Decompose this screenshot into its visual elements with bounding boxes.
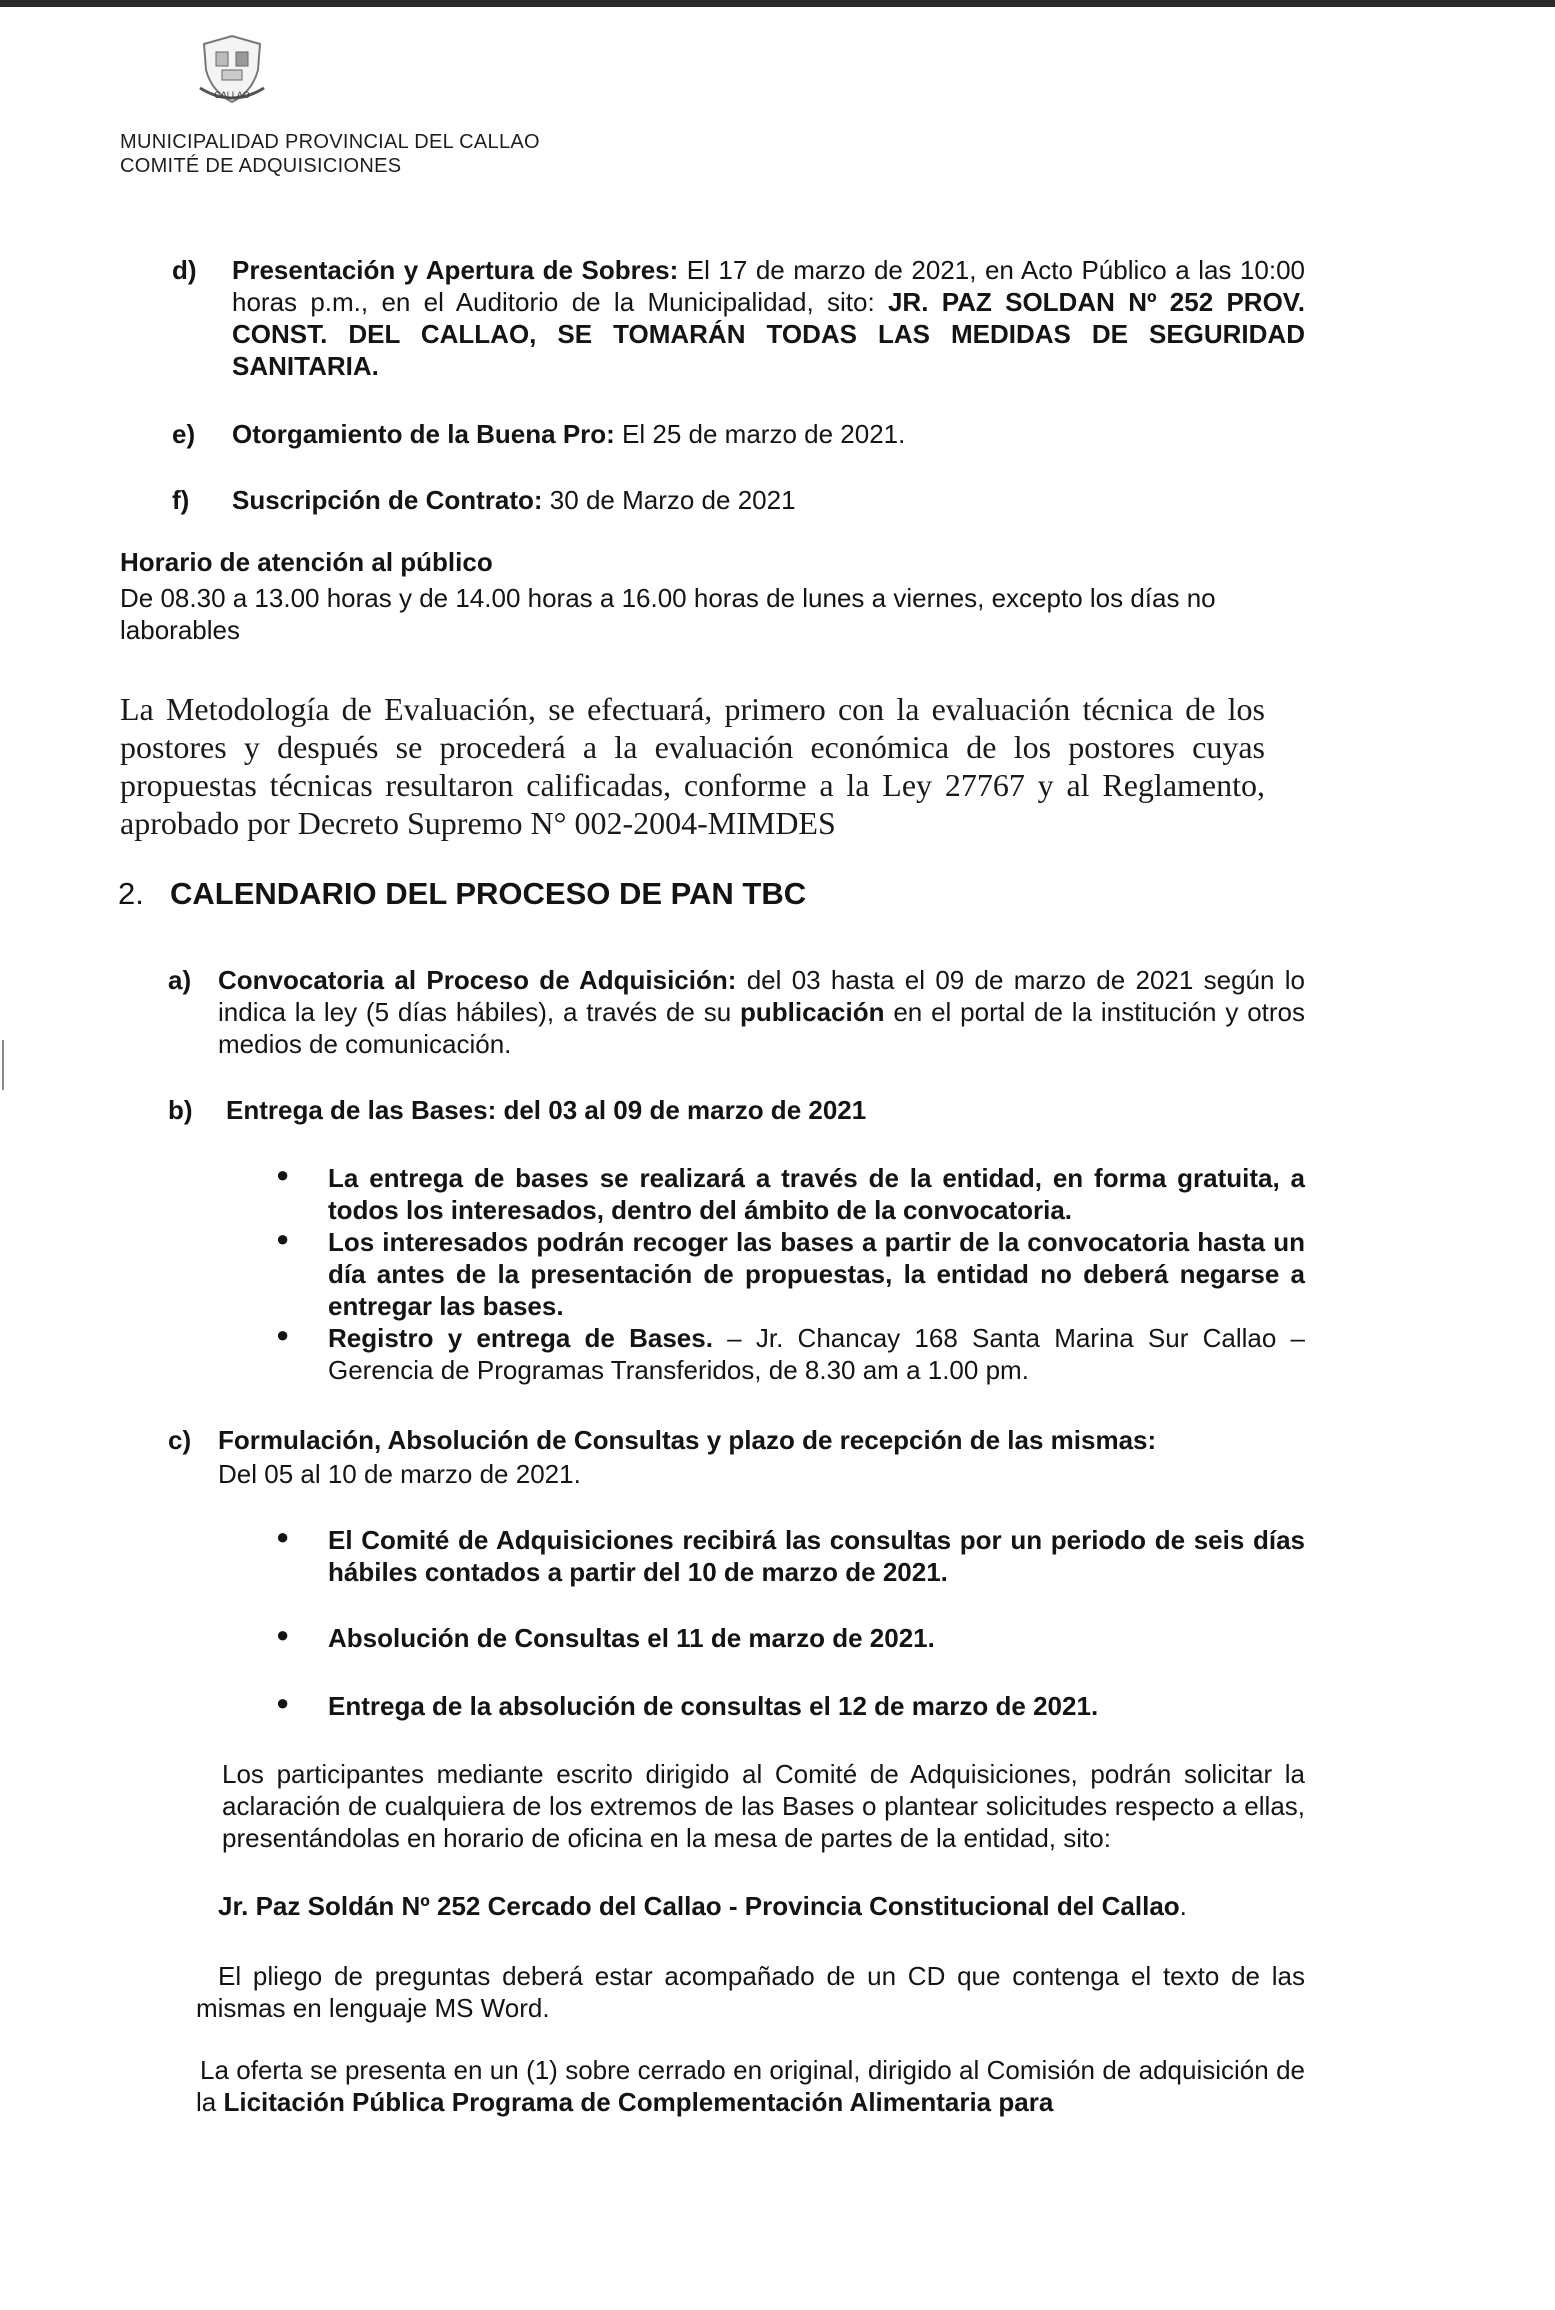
- item-b-bullet-3-text: – Jr. Chancay 168 Santa Marina Sur Callao – Gerencia de Programas Transferidos, de 8.30 am a 1.00 pm.: [328, 1323, 1305, 1385]
- section-title: CALENDARIO DEL PROCESO DE PAN TBC: [170, 876, 807, 911]
- methodology-paragraph: La Metodología de Evaluación, se efectuará, primero con la evaluación técnica de los postores y después se procederá a la evaluación económica de los postores cuyas propuestas técnicas resultaron calificadas, conforme a la Ley 27767 y al Reglamento, aprobado por Decreto Supremo N° 002-2004-MIMDES: [120, 691, 1265, 841]
- participants-paragraph: Los participantes mediante escrito dirigido al Comité de Adquisiciones, podrán solicitar la aclaración de cualquiera de los extremos de las Bases o plantear solicitudes respecto a ellas, presentándolas en horario de oficina en la mesa de partes de la entidad, sito:: [222, 1759, 1305, 1853]
- section-number: 2.: [118, 876, 144, 911]
- item-e-title: Otorgamiento de la Buena Pro:: [232, 419, 615, 449]
- item-marker-f: f): [172, 485, 190, 515]
- item-e-paragraph: [232, 418, 905, 450]
- item-f-text: 30 de Marzo de 2021: [542, 485, 796, 515]
- offer-text: La oferta se presenta en un (1) sobre cerrado en original, dirigido al Comisión de adquisición de la: [196, 2055, 1305, 2117]
- address-line: [218, 1890, 1187, 1922]
- item-a-paragraph: [218, 964, 1305, 1060]
- address-period: .: [1179, 1891, 1187, 1921]
- address-text: Jr. Paz Soldán Nº 252 Cercado del Callao - Provincia Constitucional del Callao: [218, 1891, 1180, 1921]
- item-b-bullet-2: Los interesados podrán recoger las bases a partir de la convocatoria hasta un día antes de la presentación de propuestas, la entidad no deberá negarse a entregar las bases.: [328, 1227, 1305, 1321]
- item-b-bullet-3-title: Registro y entrega de Bases.: [328, 1323, 713, 1353]
- item-d-text: El 17 de marzo de 2021, en Acto Público a las 10:00 horas p.m., en el Auditorio de la Municipalidad, sito:: [232, 255, 1305, 317]
- bullet-dot: ●: [276, 1162, 290, 1187]
- item-c-dates: Del 05 al 10 de marzo de 2021.: [218, 1459, 581, 1489]
- bullet-dot: ●: [276, 1524, 290, 1549]
- item-c-bullet-2: Absolución de Consultas el 11 de marzo de 2021.: [328, 1623, 935, 1653]
- item-d-title: Presentación y Apertura de Sobres:: [232, 255, 679, 285]
- scan-artifact-mark: [2, 1040, 4, 1090]
- item-a-bold-word: publicación: [740, 997, 885, 1027]
- item-a-title: Convocatoria al Proceso de Adquisición:: [218, 965, 737, 995]
- item-c-bullet-3: Entrega de la absolución de consultas el 12 de marzo de 2021.: [328, 1691, 1099, 1721]
- item-marker-e: e): [172, 419, 196, 449]
- item-a-text-end: en el portal de la institución y otros medios de comunicación.: [218, 997, 1305, 1059]
- item-b-bullet-3: [328, 1322, 1305, 1386]
- svg-text:CALLAO: CALLAO: [214, 90, 250, 100]
- item-b-bullet-1: La entrega de bases se realizará a través de la entidad, en forma gratuita, a todos los interesados, dentro del ámbito de la convocatoria.: [328, 1163, 1305, 1225]
- item-c-bullet-1: El Comité de Adquisiciones recibirá las consultas por un periodo de seis días hábiles contados a partir del 10 de marzo de 2021.: [328, 1525, 1305, 1587]
- item-f-paragraph: [232, 484, 796, 516]
- item-d-address: JR. PAZ SOLDAN Nº 252 PROV. CONST. DEL CALLAO, SE TOMARÁN TODAS LAS MEDIDAS DE SEGURIDAD SANITARIA.: [232, 287, 1305, 381]
- offer-paragraph: [196, 2054, 1305, 2118]
- item-marker-b: b): [168, 1095, 193, 1125]
- bullet-dot: ●: [276, 1622, 290, 1647]
- scan-top-edge: [0, 0, 1555, 7]
- item-b-title: Entrega de las Bases: del 03 al 09 de marzo de 2021: [226, 1095, 867, 1125]
- committee-name: COMITÉ DE ADQUISICIONES: [120, 155, 402, 177]
- bullet-dot: ●: [276, 1690, 290, 1715]
- item-a-text: del 03 hasta el 09 de marzo de 2021 según lo indica la ley (5 días hábiles), a través de su: [218, 965, 1306, 1027]
- item-marker-d: d): [172, 255, 197, 285]
- item-c-title: Formulación, Absolución de Consultas y plazo de recepción de las mismas:: [218, 1425, 1157, 1455]
- offer-bold-text: Licitación Pública Programa de Complementación Alimentaria para: [223, 2087, 1054, 2117]
- item-d-paragraph: [232, 254, 1305, 382]
- cd-note-paragraph: El pliego de preguntas deberá estar acompañado de un CD que contenga el texto de las mismas en lenguaje MS Word.: [196, 1961, 1305, 2023]
- org-name: MUNICIPALIDAD PROVINCIAL DEL CALLAO: [120, 131, 540, 153]
- callao-crest-logo: [192, 30, 272, 110]
- item-marker-c: c): [168, 1425, 192, 1455]
- hours-text: De 08.30 a 13.00 horas y de 14.00 horas a 16.00 horas de lunes a viernes, excepto los días no laborables: [120, 583, 1216, 645]
- hours-title: Horario de atención al público: [120, 547, 493, 577]
- item-e-text: El 25 de marzo de 2021.: [614, 419, 906, 449]
- bullet-dot: ●: [276, 1226, 290, 1251]
- item-f-title: Suscripción de Contrato:: [232, 485, 543, 515]
- bullet-dot: ●: [276, 1322, 290, 1347]
- item-marker-a: a): [168, 965, 192, 995]
